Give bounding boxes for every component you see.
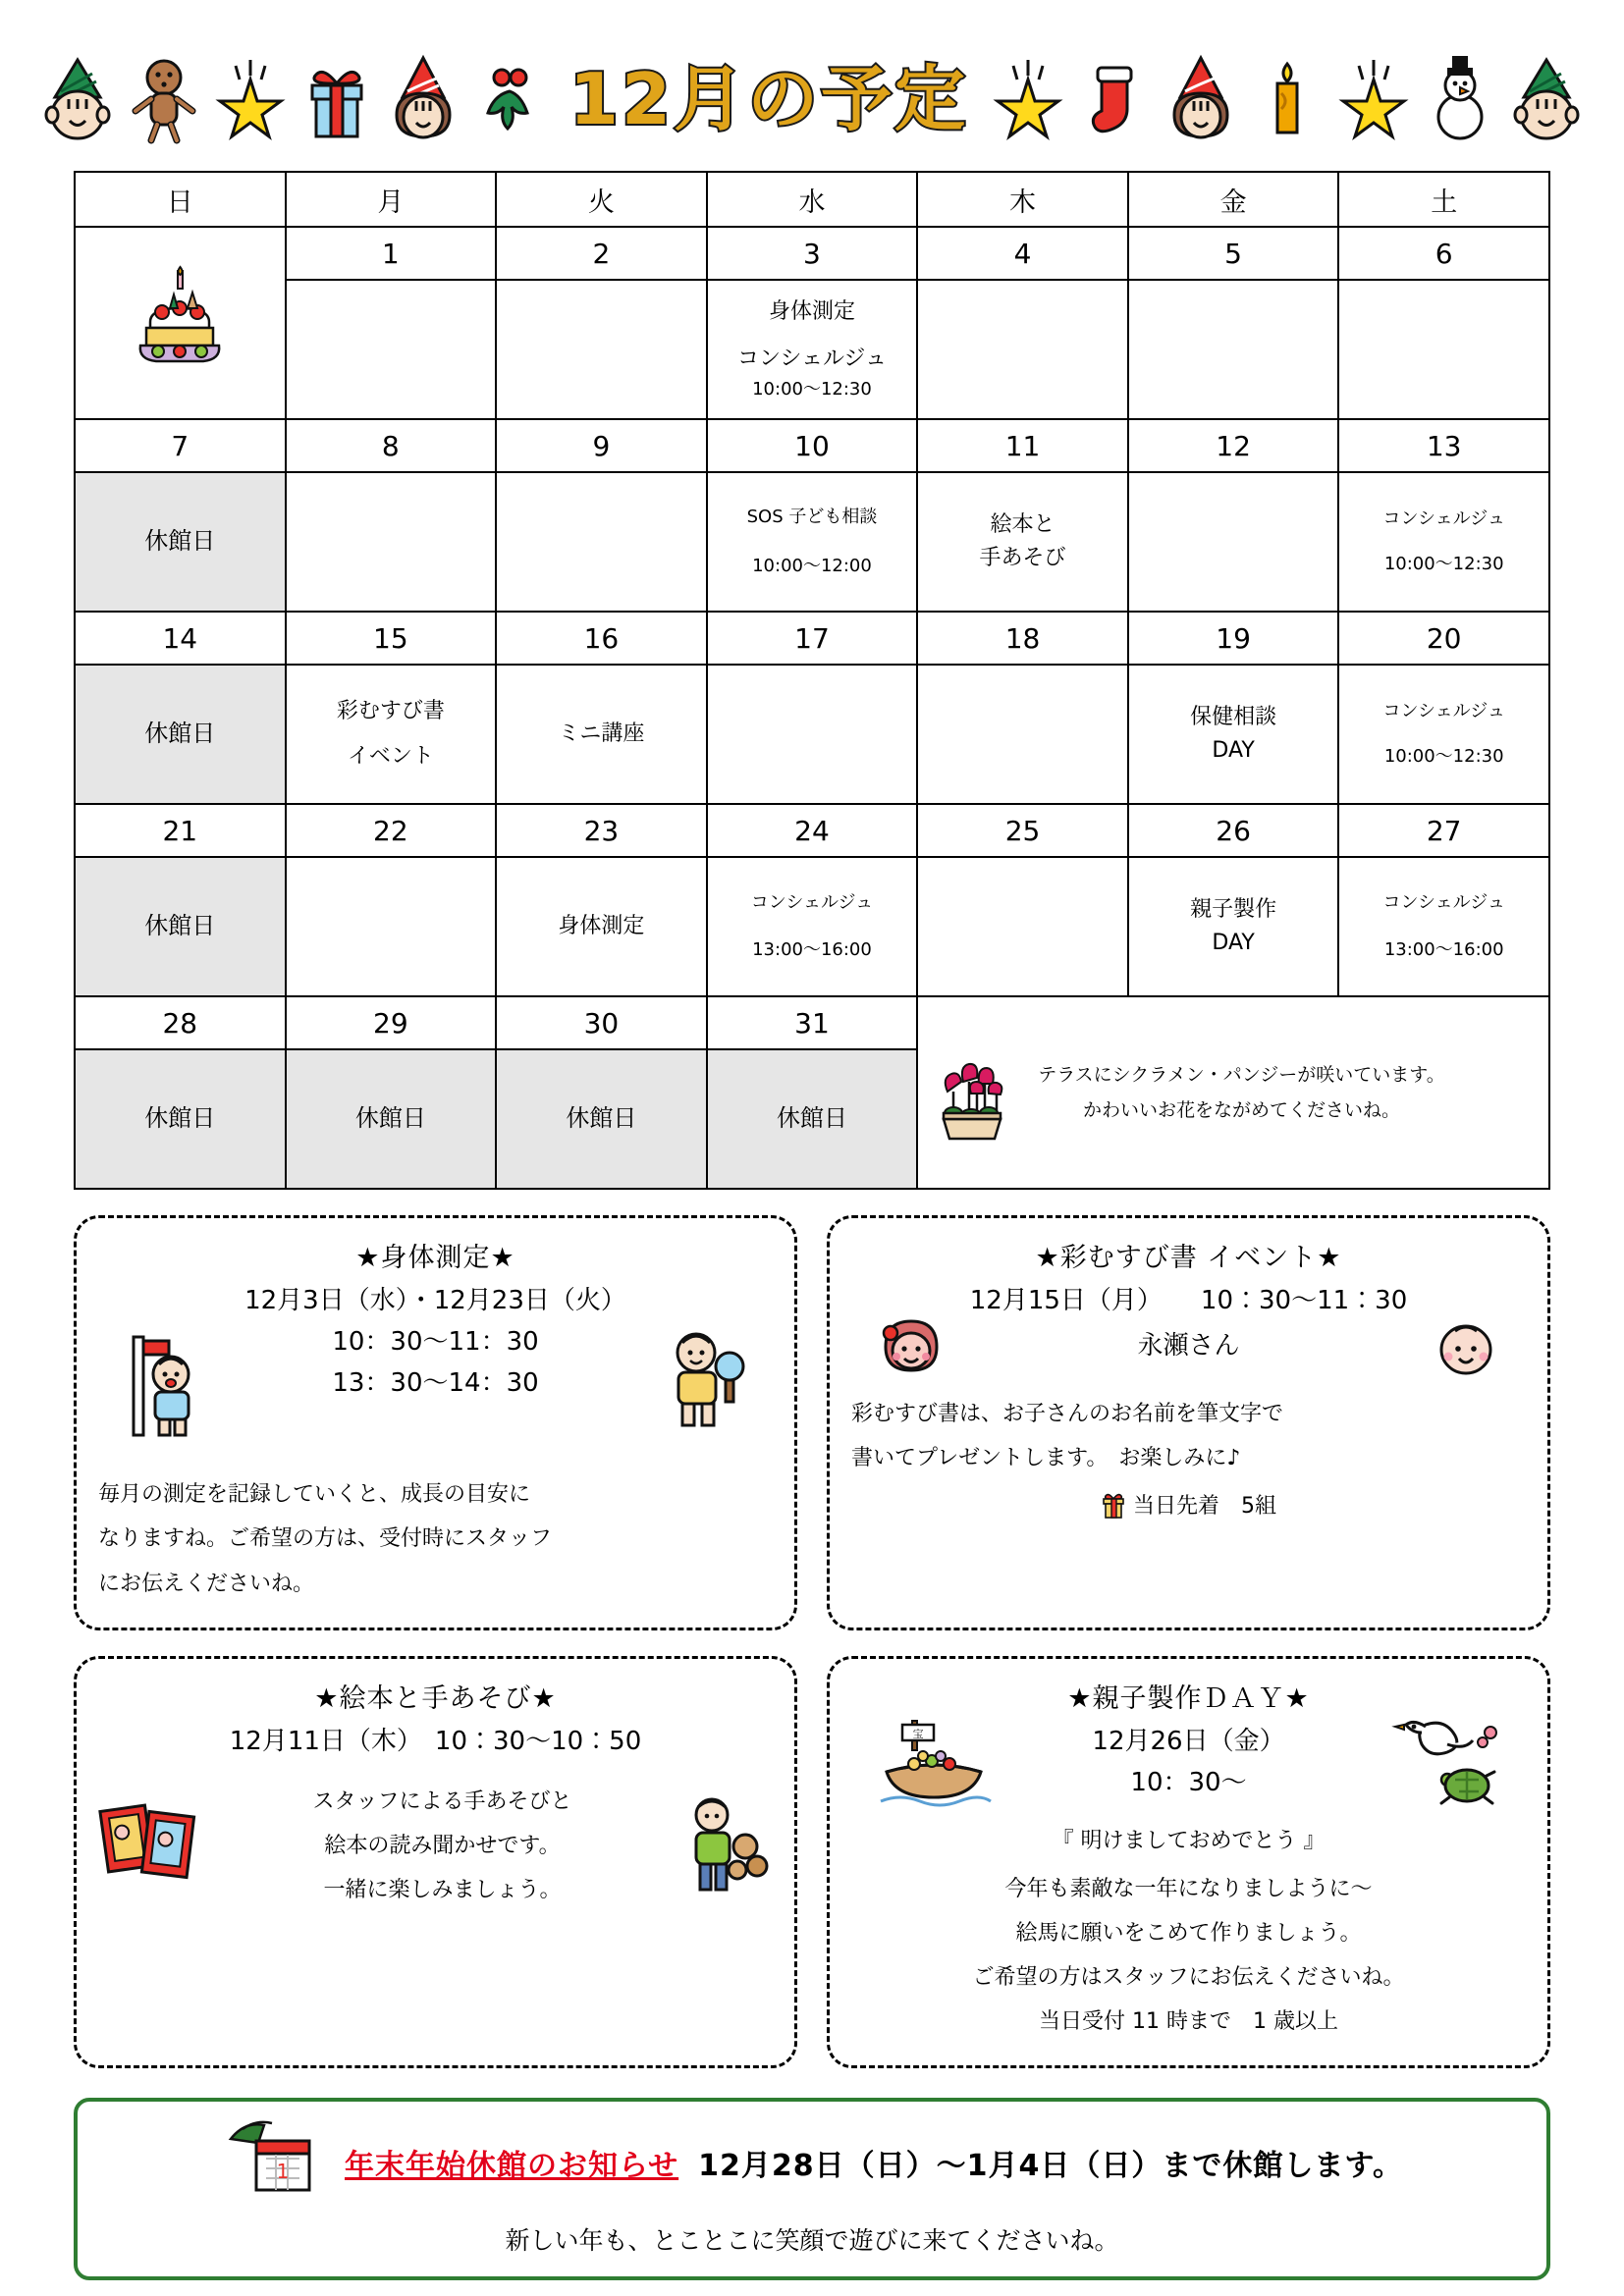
event-box-parent-child-craft xyxy=(827,1656,1550,2069)
star-icon xyxy=(1337,54,1410,144)
date-cell: 13 xyxy=(1338,419,1549,472)
day-header-monday: 月 xyxy=(286,172,497,227)
date-cell: 1 xyxy=(286,227,497,280)
date-cell: 30 xyxy=(496,996,707,1049)
event-cell xyxy=(917,280,1128,419)
event-cell xyxy=(496,857,707,996)
date-cell: 28 xyxy=(75,996,286,1049)
event-cell xyxy=(286,857,497,996)
box-title: ★親子製作ＤＡＹ★ xyxy=(1067,1682,1310,1714)
event-cell xyxy=(917,472,1128,612)
event-title: 身体測定 xyxy=(768,298,855,324)
calendar-event-row xyxy=(75,665,1549,804)
day-header-thursday: 木 xyxy=(917,172,1128,227)
date-cell: 15 xyxy=(286,612,497,665)
event-cell xyxy=(1338,472,1549,612)
gingerbread-man-icon xyxy=(128,54,200,144)
event-cell xyxy=(917,857,1128,996)
event-title: 絵本と xyxy=(990,511,1056,537)
event-title: ミニ講座 xyxy=(558,721,645,746)
closed-day-cell: 休館日 xyxy=(75,665,286,804)
box-line: 10：30～11：30 xyxy=(332,1327,539,1358)
box-subtitle: 『 明けましておめでとう 』 xyxy=(1052,1828,1326,1853)
event-cell xyxy=(1338,857,1549,996)
event-title: DAY xyxy=(1212,931,1255,955)
event-boxes-section xyxy=(74,1215,1550,2068)
event-cell xyxy=(1128,280,1339,419)
day-header-saturday: 土 xyxy=(1338,172,1549,227)
box-line: 12月15日（月） 10：30～11：30 xyxy=(969,1286,1408,1315)
event-cell xyxy=(1338,665,1549,804)
snowman-icon xyxy=(1424,54,1496,144)
event-title: コンシェルジュ xyxy=(1382,892,1505,914)
event-title: コンシェルジュ xyxy=(750,892,874,914)
event-cell xyxy=(707,665,918,804)
date-cell: 29 xyxy=(286,996,497,1049)
date-cell: 2 xyxy=(496,227,707,280)
year-end-closure-notice xyxy=(74,2098,1550,2280)
calendar-table xyxy=(74,171,1550,1190)
notice-dates: 12月28日（日）～1月4日（日）まで休館します。 xyxy=(698,2149,1403,2184)
calendar-date-row xyxy=(75,996,1549,1049)
date-cell: 20 xyxy=(1338,612,1549,665)
calendar-date-row xyxy=(75,227,1549,280)
event-box-body-measurement xyxy=(74,1215,797,1630)
date-cell: 27 xyxy=(1338,804,1549,857)
event-title: 保健相談 xyxy=(1190,704,1277,729)
day-header-friday: 金 xyxy=(1128,172,1339,227)
box-body-line: なりますね。ご希望の方は、受付時にスタッフ xyxy=(98,1526,553,1552)
calendar-flip-icon xyxy=(221,2117,325,2208)
date-cell: 21 xyxy=(75,804,286,857)
event-title: DAY xyxy=(1212,738,1255,763)
box-line: 13：30～14：30 xyxy=(332,1368,539,1399)
date-cell: 6 xyxy=(1338,227,1549,280)
box-body-line: 毎月の測定を記録していくと、成長の目安に xyxy=(98,1482,531,1508)
box-title: ★絵本と手あそび★ xyxy=(314,1682,557,1714)
holly-icon xyxy=(473,54,546,144)
child-with-mirror-icon xyxy=(653,1323,751,1441)
event-cell xyxy=(917,665,1128,804)
baby-face-icon xyxy=(1428,1317,1504,1386)
cake-cell xyxy=(75,227,286,419)
calendar-section xyxy=(74,171,1550,1190)
event-cell xyxy=(496,665,707,804)
svg-text:宝: 宝 xyxy=(912,1727,924,1740)
closed-day-cell: 休館日 xyxy=(707,1049,918,1189)
box-body-line: 一緒に楽しみましょう。 xyxy=(323,1877,562,1902)
box-body-line: 今年も素敵な一年になりましように～ xyxy=(1004,1876,1373,1901)
date-cell: 26 xyxy=(1128,804,1339,857)
star-icon xyxy=(214,54,287,144)
event-title: コンシェルジュ xyxy=(736,347,887,372)
star-icon xyxy=(992,54,1064,144)
event-cell xyxy=(286,280,497,419)
date-cell: 22 xyxy=(286,804,497,857)
date-cell: 17 xyxy=(707,612,918,665)
event-title: 親子製作 xyxy=(1190,896,1277,922)
event-cell xyxy=(1128,857,1339,996)
box-line: 永瀬さん xyxy=(1137,1331,1240,1362)
date-cell: 18 xyxy=(917,612,1128,665)
calendar-date-row xyxy=(75,612,1549,665)
box-body-line: 書いてプレゼントします。 お楽しみに♪ xyxy=(851,1446,1241,1471)
event-title: SOS 子ども相談 xyxy=(746,507,878,528)
terrace-note-line: かわいいお花をながめてくださいね。 xyxy=(1082,1099,1400,1121)
date-cell: 4 xyxy=(917,227,1128,280)
box-footer: 当日先着 5組 xyxy=(1133,1494,1276,1520)
event-box-irodori-calligraphy xyxy=(827,1215,1550,1630)
event-cell xyxy=(1338,280,1549,419)
box-body-line: 絵馬に願いをこめて作りましょう。 xyxy=(1015,1921,1362,1947)
child-measuring-height-icon xyxy=(120,1331,214,1445)
day-header-tuesday: 火 xyxy=(496,172,707,227)
calendar-date-row xyxy=(75,419,1549,472)
box-body-line: 絵本の読み聞かせです。 xyxy=(324,1833,561,1858)
closed-day-cell: 休館日 xyxy=(75,472,286,612)
storytelling-staff-icon xyxy=(678,1791,773,1899)
date-cell: 9 xyxy=(496,419,707,472)
date-cell: 3 xyxy=(707,227,918,280)
girl-face-icon xyxy=(873,1317,949,1386)
picture-books-icon xyxy=(98,1792,206,1898)
girl-santa-hat-icon xyxy=(387,54,460,144)
calendar-event-row xyxy=(75,280,1549,419)
closed-day-cell: 休館日 xyxy=(75,857,286,996)
box-line: 10：30～ xyxy=(1130,1767,1247,1797)
cyclamen-flower-pot-icon xyxy=(918,1039,1024,1147)
date-cell: 14 xyxy=(75,612,286,665)
box-body-line: 彩むすび書は、お子さんのお名前を筆文字で xyxy=(851,1402,1284,1427)
page-header xyxy=(74,0,1550,157)
event-title: 手あそび xyxy=(979,546,1066,570)
date-cell: 23 xyxy=(496,804,707,857)
girl-santa-hat-icon xyxy=(1164,54,1237,144)
date-cell: 12 xyxy=(1128,419,1339,472)
crane-turtle-icon xyxy=(1390,1715,1504,1823)
event-time: 10:00～12:30 xyxy=(1383,746,1504,767)
gift-box-icon xyxy=(300,54,373,144)
svg-text:1: 1 xyxy=(276,2160,290,2184)
event-time: 13:00～16:00 xyxy=(1383,939,1504,960)
box-line: 12月11日（木） 10：30～10：50 xyxy=(229,1726,642,1756)
date-cell: 31 xyxy=(707,996,918,1049)
event-cell xyxy=(707,280,918,419)
date-cell: 10 xyxy=(707,419,918,472)
day-header-wednesday: 水 xyxy=(707,172,918,227)
box-body-line: ご希望の方はスタッフにお伝えくださいね。 xyxy=(972,1965,1405,1991)
notice-headline: 年末年始休館のお知らせ xyxy=(345,2149,679,2184)
date-cell: 7 xyxy=(75,419,286,472)
event-cell xyxy=(496,472,707,612)
birthday-cake-icon xyxy=(76,265,285,382)
box-line: 12月26日（金） xyxy=(1092,1726,1285,1756)
event-time: 10:00～12:30 xyxy=(1383,554,1504,574)
terrace-note-line: テラスにシクラメン・パンジーが咲いています。 xyxy=(1038,1063,1445,1086)
event-time: 10:00～12:30 xyxy=(752,379,872,400)
gift-box-icon xyxy=(1101,1495,1133,1520)
date-cell: 25 xyxy=(917,804,1128,857)
event-title: コンシェルジュ xyxy=(1382,508,1505,530)
box-body-line: 当日受付 11 時まで 1 歳以上 xyxy=(1039,2009,1338,2035)
closed-day-cell: 休館日 xyxy=(496,1049,707,1189)
box-title: ★身体測定★ xyxy=(355,1243,515,1273)
event-cell xyxy=(496,280,707,419)
event-cell xyxy=(286,665,497,804)
box-body-line: スタッフによる手あそびと xyxy=(312,1789,572,1814)
candle-icon xyxy=(1251,54,1324,144)
treasure-ship-icon xyxy=(873,1715,997,1817)
event-cell xyxy=(707,857,918,996)
date-cell: 16 xyxy=(496,612,707,665)
date-cell: 19 xyxy=(1128,612,1339,665)
event-box-picture-book xyxy=(74,1656,797,2069)
boy-santa-hat-icon xyxy=(1510,54,1583,144)
calendar-event-row xyxy=(75,472,1549,612)
page-title: 12月の予定 xyxy=(568,58,969,140)
box-line: 12月3日（水）・12月23日（火） xyxy=(244,1286,626,1315)
date-cell: 5 xyxy=(1128,227,1339,280)
event-time: 13:00～16:00 xyxy=(752,939,872,960)
event-title: 身体測定 xyxy=(558,913,645,938)
box-body-line: にお伝えくださいね。 xyxy=(98,1571,315,1596)
date-cell: 24 xyxy=(707,804,918,857)
notice-subtext: 新しい年も、とことこに笑顔で遊びに来てくださいね。 xyxy=(505,2226,1119,2256)
event-cell xyxy=(1128,472,1339,612)
closed-day-cell: 休館日 xyxy=(75,1049,286,1189)
event-cell xyxy=(1128,665,1339,804)
date-cell: 8 xyxy=(286,419,497,472)
event-title: イベント xyxy=(347,744,434,769)
calendar-event-row xyxy=(75,857,1549,996)
date-cell: 11 xyxy=(917,419,1128,472)
calendar-date-row xyxy=(75,804,1549,857)
event-time: 10:00～12:00 xyxy=(752,556,872,576)
box-title: ★彩むすび書 イベント★ xyxy=(1035,1243,1342,1273)
closed-day-cell: 休館日 xyxy=(286,1049,497,1189)
event-title: コンシェルジュ xyxy=(1382,701,1505,722)
christmas-stocking-icon xyxy=(1078,54,1151,144)
terrace-note-cell xyxy=(917,996,1549,1189)
event-cell xyxy=(286,472,497,612)
calendar-header-row xyxy=(75,172,1549,227)
day-header-sunday: 日 xyxy=(75,172,286,227)
boy-santa-hat-icon xyxy=(41,54,114,144)
event-cell xyxy=(707,472,918,612)
event-title: 彩むすび書 xyxy=(336,698,445,723)
